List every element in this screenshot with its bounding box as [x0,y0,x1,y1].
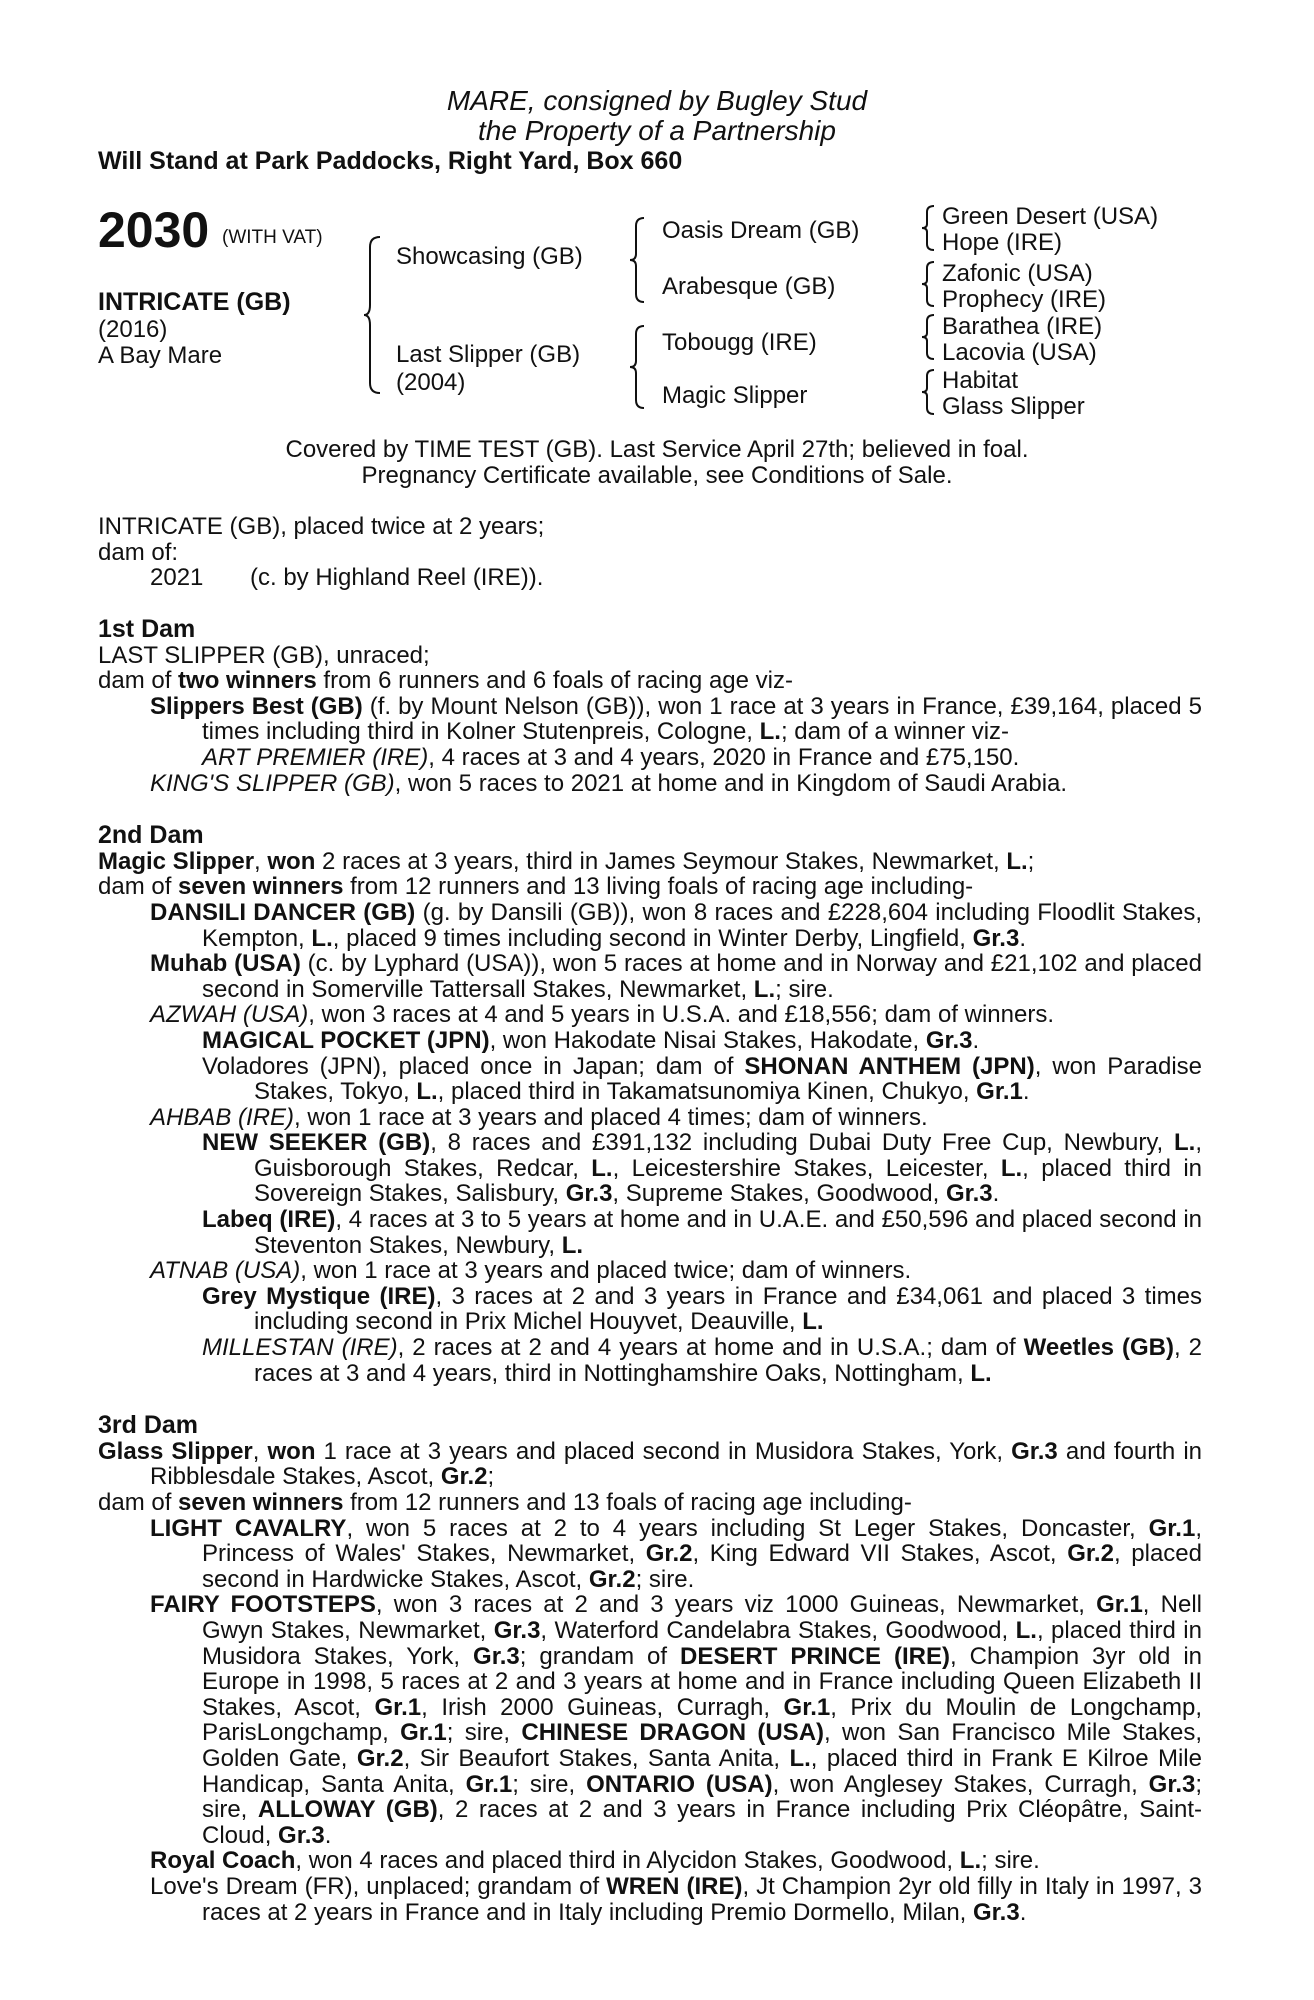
third-dam-entry-c: Royal Coach, won 4 races and placed third in Alycidon Stakes, Goodwood, L.; sire. [150,1847,1040,1875]
second-dam-entry-j: Grey Mystique (IRE), 3 races at 2 and 3 years in France and £34,061 and placed 3 times including second in Prix Michel Houyvet, Deauville, L. [202,1282,1202,1336]
horse-name: INTRICATE (GB) [98,288,291,316]
first-dam-entry-2: ART PREMIER (IRE), 4 races at 3 and 4 years, 2020 in France and £75,150. [202,743,1020,771]
first-dam-entry-1: Slippers Best (GB) (f. by Mount Nelson (GB)), won 1 race at 3 years in France, £39,164, placed 5 times including third in Kolner Stutenpreis, Cologne, L.; dam of a winner viz- [150,692,1202,746]
pedigree-sds: Zafonic (USA) [942,260,1093,287]
second-dam-entry-b: Muhab (USA) (c. by Lyphard (USA)), won 5 races at home and in Norway and £21,102 and placed second in Somerville Tattersall Stakes, Newmarket, L.; sire. [150,950,1202,1003]
second-dam-entry-i: ATNAB (USA), won 1 race at 3 years and placed twice; dam of winners. [150,1257,912,1285]
pedigree-sire-sire: Oasis Dream (GB) [662,217,860,244]
covered-line-2: Pregnancy Certificate available, see Conditions of Sale. [361,462,953,489]
second-dam-entry-g: NEW SEEKER (GB), 8 races and £391,132 including Dubai Duty Free Cup, Newbury, L., Guisborough Stakes, Redcar, L., Leicestershire Stakes, Leicester, L., placed third in Sovereign Stakes, Salisbury, Gr.3, Supreme Stakes, Goodwood, Gr.3. [202,1129,1202,1208]
pedigree-brace-main [362,235,386,395]
third-dam-entry-a: LIGHT CAVALRY, won 5 races at 2 to 4 years including St Leger Stakes, Doncaster, Gr.1, Princess of Wales' Stakes, Newmarket, Gr.2, King Edward VII Stakes, Ascot, Gr.2, placed second in Hardwicke Stakes, Ascot, Gr.2; sire. [150,1514,1202,1593]
pedigree-dam-sire: Tobougg (IRE) [662,329,817,356]
pedigree-brace-ss [920,204,938,252]
second-dam-heading: 2nd Dam [98,821,204,850]
lot-number: 2030 [98,202,210,258]
pedigree-brace-dam [628,324,648,410]
pedigree-dam-year: (2004) [396,369,466,396]
covered-line-1: Covered by TIME TEST (GB). Last Service April 27th; believed in foal. [285,436,1029,463]
stand-location: Will Stand at Park Paddocks, Right Yard, Box 660 [98,147,683,175]
first-dam-line-1: LAST SLIPPER (GB), unraced; [98,641,430,669]
foal-description: (c. by Highland Reel (IRE)). [250,564,544,591]
second-dam-entry-k: MILLESTAN (IRE), 2 races at 2 and 4 years at home and in U.S.A.; dam of Weetles (GB), 2 races at 3 and 4 years, third in Nottinghamshire Oaks, Nottingham, L. [202,1334,1202,1387]
third-dam-line-1: Glass Slipper, won 1 race at 3 years and placed second in Musidora Stakes, York, Gr.3 and fourth in Ribblesdale Stakes, Ascot, Gr.2; [98,1437,1202,1491]
pedigree-brace-sd [920,260,938,308]
third-dam-entry-d: Love's Dream (FR), unplaced; grandam of WREN (IRE), Jt Champion 2yr old filly in Italy in 1997, 3 races at 2 years in France and in Italy including Premio Dormello, Milan, Gr.3. [150,1872,1203,1926]
second-dam-entry-d: MAGICAL POCKET (JPN), won Hakodate Nisai Stakes, Hakodate, Gr.3. [202,1026,980,1054]
pedigree-dsd: Lacovia (USA) [942,339,1097,366]
property-line: the Property of a Partnership [478,115,836,146]
pedigree-ddd: Glass Slipper [942,393,1085,420]
intro-line-2: dam of: [98,539,179,566]
horse-description: A Bay Mare [98,342,223,369]
pedigree-sire-dam: Arabesque (GB) [662,273,836,300]
second-dam-entry-a: DANSILI DANCER (GB) (g. by Dansili (GB)), won 8 races and £228,604 including Floodlit Stakes, Kempton, L., placed 9 times including second in Winter Derby, Lingfield, Gr.3. [150,898,1202,952]
third-dam-line-2: dam of seven winners from 12 runners and 13 foals of racing age including- [98,1489,912,1516]
pedigree-brace-sire [628,216,648,304]
second-dam-entry-f: AHBAB (IRE), won 1 race at 3 years and placed 4 times; dam of winners. [150,1103,928,1131]
second-dam-entry-e: Voladores (JPN), placed once in Japan; dam of SHONAN ANTHEM (JPN), won Paradise Stakes, Tokyo, L., placed third in Takamatsunomiya Kinen, Chukyo, Gr.1. [202,1052,1202,1106]
pedigree-brace-dd [920,368,938,416]
dam-section [98,590,1202,1925]
second-dam-line-1: Magic Slipper, won 2 races at 3 years, third in James Seymour Stakes, Newmarket, L.; [98,847,1035,875]
pedigree-dss: Barathea (IRE) [942,313,1103,340]
vat-note: (WITH VAT) [222,227,323,248]
pedigree-dam: Last Slipper (GB) [396,341,581,368]
second-dam-entry-c: AZWAH (USA), won 3 races at 4 and 5 years in U.S.A. and £18,556; dam of winners. [150,1001,1054,1029]
first-dam-line-2: dam of two winners from 6 runners and 6 foals of racing age viz- [98,667,793,695]
pedigree-sire: Showcasing (GB) [396,243,583,270]
second-dam-line-2: dam of seven winners from 12 runners and 13 living foals of racing age including- [98,873,974,901]
pedigree-dds: Habitat [942,367,1019,394]
third-dam-entry-b: FAIRY FOOTSTEPS, won 3 races at 2 and 3 years viz 1000 Guineas, Newmarket, Gr.1, Nell Gwyn Stakes, Newmarket, Gr.3, Waterford Candelabra Stakes, Goodwood, L., placed third in Musidora Stakes, York, Gr.3; grandam of DESERT PRINCE (IRE), Champion 3yr old in Europe in 1998, 5 races at 2 and 3 years at home and in France including Queen Elizabeth II Stakes, Ascot, Gr.1, Irish 2000 Guineas, Curragh, Gr.1, Prix du Moulin de Longchamp, ParisLongchamp, Gr.1; sire, CHINESE DRAGON (USA), won San Francisco Mile Stakes, Golden Gate, Gr.2, Sir Beaufort Stakes, Santa Anita, L., placed third in Frank E Kilroe Mile Handicap, Santa Anita, Gr.1; sire, ONTARIO (USA), won Anglesey Stakes, Curragh, Gr.3; sire, ALLOWAY (GB), 2 races at 2 and 3 years in France including Prix Cléopâtre, Saint-Cloud, Gr.3. [150,1591,1203,1849]
pedigree-dam-dam: Magic Slipper [662,382,808,409]
third-dam-heading: 3rd Dam [98,1411,199,1440]
pedigree-sss: Green Desert (USA) [942,203,1159,230]
pedigree-sdd: Prophecy (IRE) [942,286,1107,313]
first-dam-heading: 1st Dam [98,615,196,643]
pedigree-brace-ds [920,313,938,361]
pedigree-ssd: Hope (IRE) [942,229,1063,256]
consignor-line: MARE, consigned by Bugley Stud [446,85,868,116]
foal-year: 2021 [150,564,204,591]
first-dam-entry-3: KING'S SLIPPER (GB), won 5 races to 2021 at home and in Kingdom of Saudi Arabia. [150,769,1068,797]
second-dam-entry-h: Labeq (IRE), 4 races at 3 to 5 years at home and in U.A.E. and £50,596 and placed second in Steventon Stakes, Newbury, L. [202,1206,1202,1259]
horse-year: (2016) [98,316,168,343]
intro-line-1: INTRICATE (GB), placed twice at 2 years; [98,513,545,540]
